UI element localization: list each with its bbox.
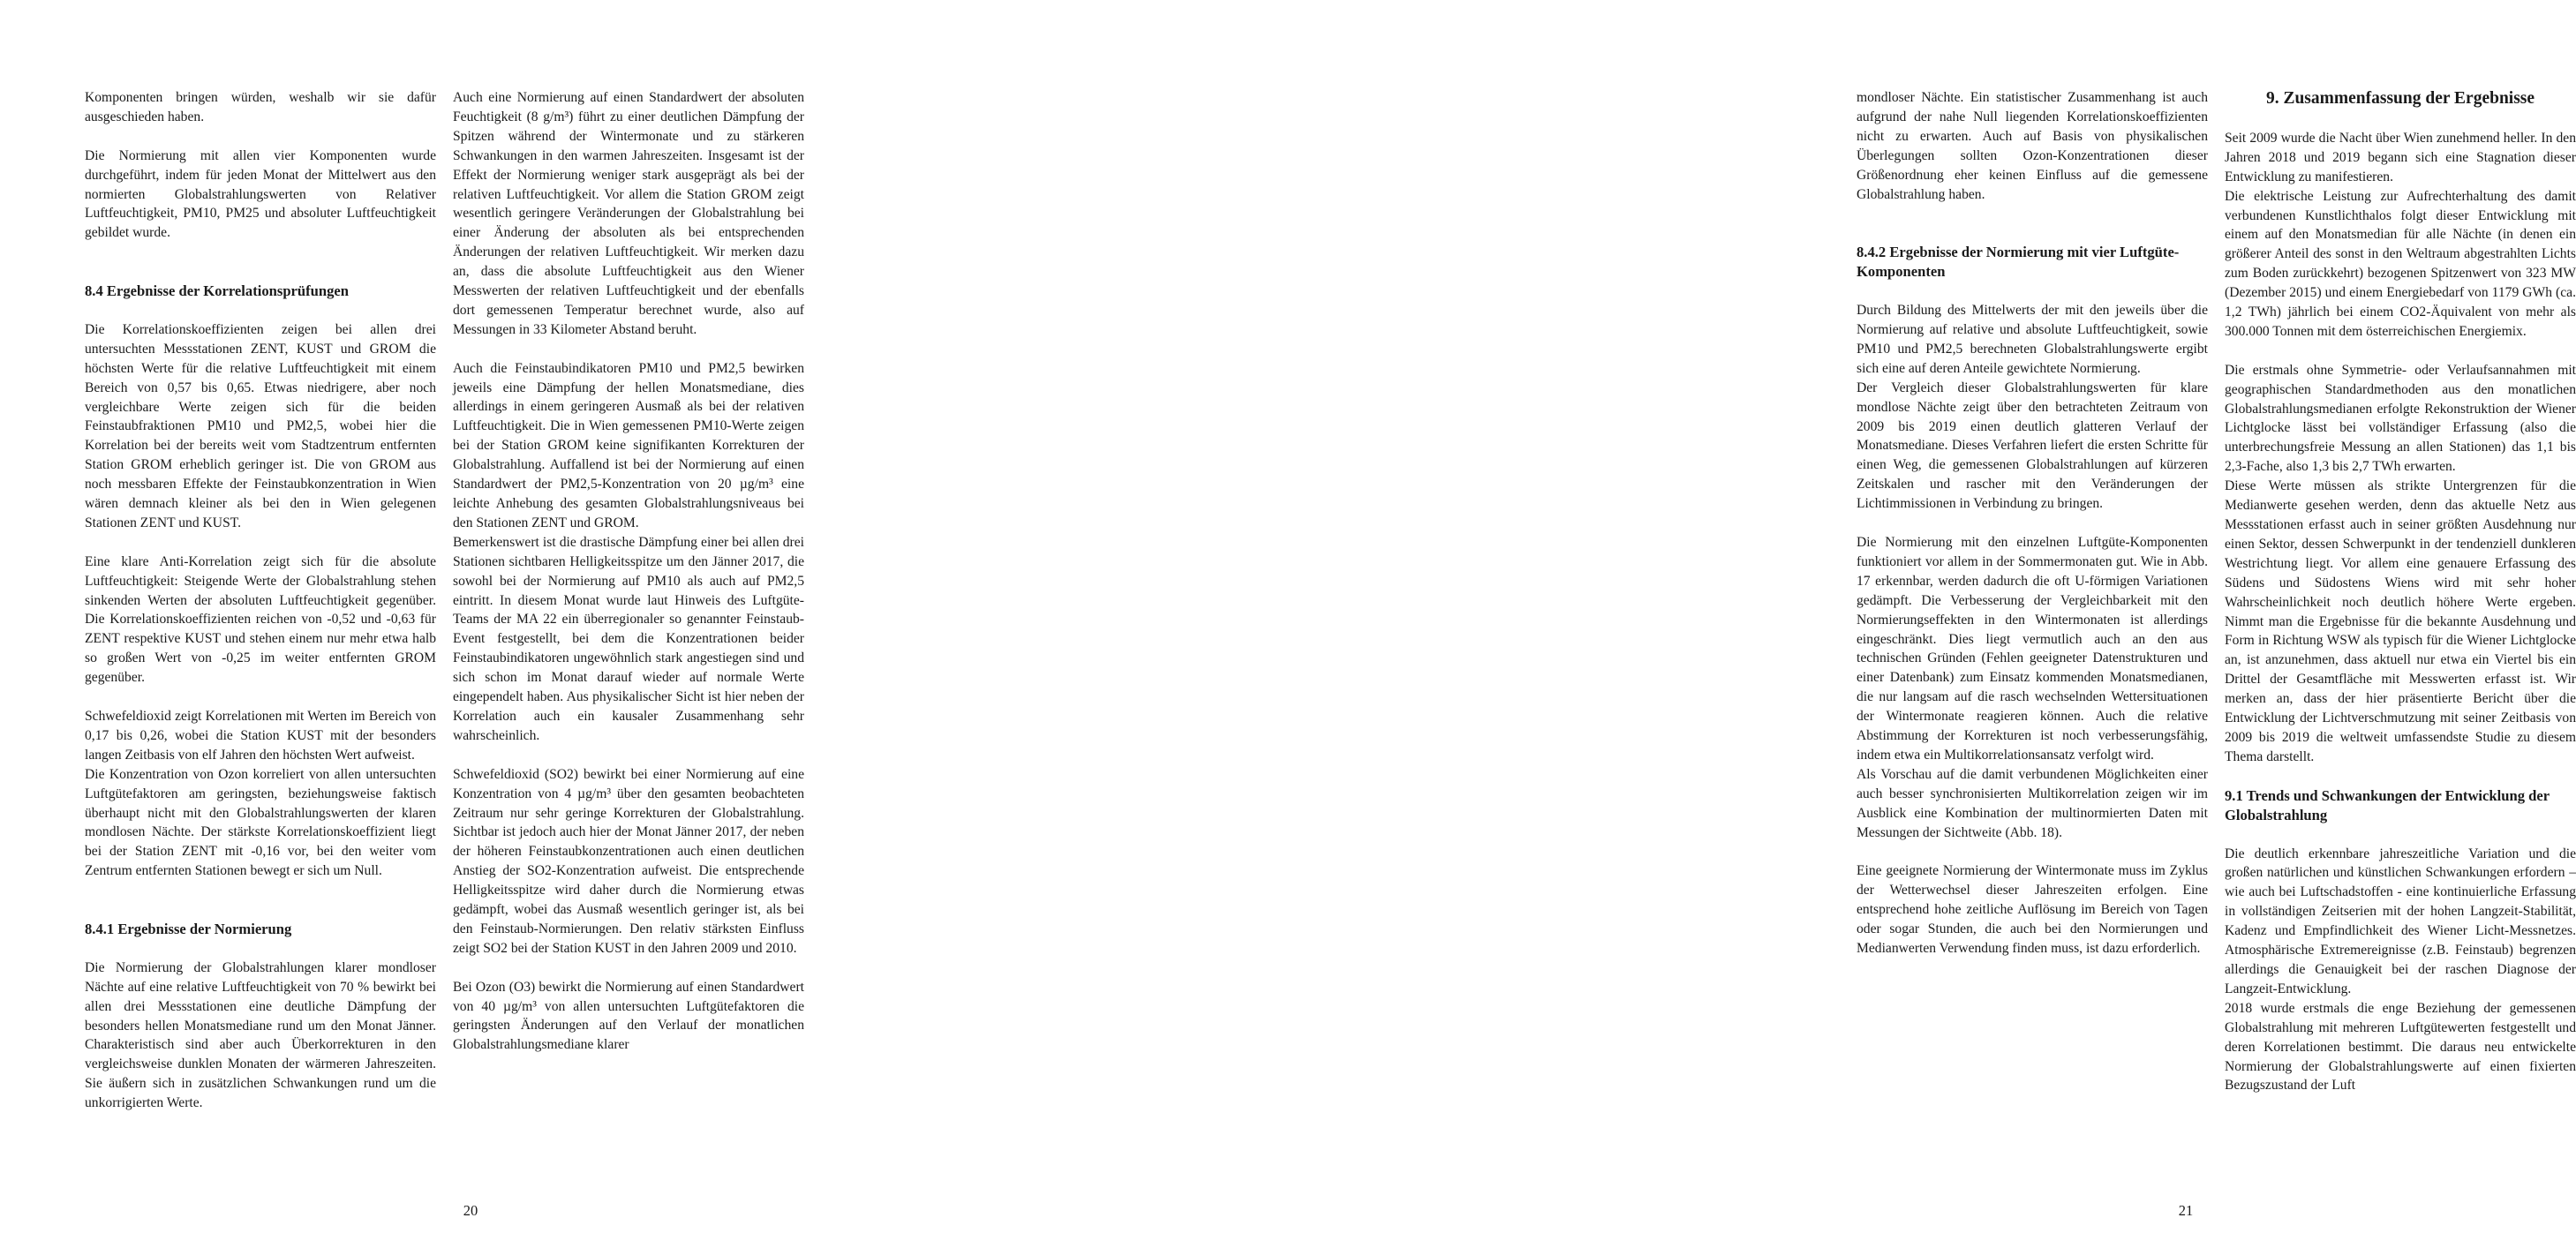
page-number: 20 <box>463 1202 478 1219</box>
paragraph: Die Normierung mit allen vier Komponenten wurde durchgeführt, indem für jeden Monat der Mittelwert aus den normierten Globalstrahlungswerten von Relativer Luftfeuchtigkeit, PM10, PM25 und absoluter Luftfeuchtigkeit gebildet wurde. <box>85 147 436 241</box>
paragraph: Eine geeignete Normierung der Wintermonate muss im Zyklus der Wetterwechsel dieser Jahreszeiten erfolgen. Eine entsprechend hohe zeitliche Auflösung im Bereich von Tagen oder sogar Stunden, die auch bei den Normierungen und Medianwerten Verwendung finden muss, ist dazu erforderlich. <box>1857 863 2208 956</box>
paragraph: Bemerkenswert ist die drastische Dämpfung einer bei allen drei Stationen sichtbaren Helligkeitsspitze um den Jänner 2017, die sowohl bei der Normierung auf PM10 als auch auf PM2,5 eintritt. In diesem Monat wurde laut Hinweis des Luftgüte-Teams der MA 22 ein überregionaler so genannter Feinstaub-Event festgestellt, bei dem die Konzentrationen beider Feinstaubindikatoren ungewöhnlich stark angestiegen sind und sich schon im Monat darauf wieder auf normale Werte eingependelt haben. Aus physikalischer Sicht ist hier neben der Korrelation auch ein kausaler Zusammenhang sehr wahrscheinlich. <box>453 534 804 743</box>
paragraph: Schwefeldioxid (SO2) bewirkt bei einer Normierung auf eine Konzentration von 4 µg/m³ über den gesamten beobachteten Zeitraum nur sehr geringe Korrekturen der Globalstrahlung. Sichtbar ist jedoch auch hier der Monat Jänner 2017, der neben der höheren Feinstaubkonzentrationen auch einen deutlichen Anstieg der SO2-Konzentration aufweist. Die entsprechende Helligkeitsspitze wird daher durch die Normierung etwas gedämpft, wobei das Ausmaß wesentlich geringer ist, als bei den Feinstaub-Normierungen. Den relativ stärksten Einfluss zeigt SO2 bei der Station KUST in den Jahren 2009 und 2010. <box>453 766 804 956</box>
paragraph: Die Korrelationskoeffizienten zeigen bei allen drei untersuchten Messstationen ZENT, KUST und GROM die höchsten Werte für die relative Luftfeuchtigkeit mit einem Bereich von 0,57 bis 0,65. Etwas niedrigere, aber noch vergleichbare Werte zeigen sich für die beiden Feinstaubfraktionen PM10 und PM2,5, wobei hier die Korrelation bei der bereits weit vom Stadtzentrum entfernten Station GROM erheblich geringer ist. Die von GROM aus noch messbaren Effekte der Feinstaubkonzentration in Wien wären demnach kleiner als bei den in Wien gelegenen Stationen ZENT und KUST. <box>85 321 436 530</box>
paragraph: Komponenten bringen würden, weshalb wir sie dafür ausgeschieden haben. <box>85 90 436 124</box>
chapter-heading-9: 9. Zusammenfassung der Ergebnisse <box>2265 89 2535 108</box>
paragraph: Der Vergleich dieser Globalstrahlungswerten für klare mondlose Nächte zeigt über den betrachteten Zeitraum von 2009 bis 2019 einen deutlich glatteren Verlauf der Monatsmediane. Dieses Verfahren liefert die ersten Schritte für einen Weg, die gemessenen Globalstrahlungen auf kürzeren Zeitskalen und rascher mit den Veränderungen der Lichtimmissionen in Verbindung zu bringen. <box>1857 380 2208 512</box>
paragraph: mondloser Nächte. Ein statistischer Zusammenhang ist auch aufgrund der nahe Null liegenden Korrelationskoeffizienten nicht zu erwarten. Auch auf Basis von physikalischen Überlegungen sollten Ozon-Konzentrationen dieser Größenordnung eher keinen Einfluss auf die gemessene Globalstrahlung haben. <box>1857 90 2208 202</box>
paragraph: Die erstmals ohne Symmetrie- oder Verlaufsannahmen mit geographischen Standardmethoden aus den monatlichen Globalstrahlungsmedianen erfolgte Rekonstruktion der Wiener Lichtglocke lässt bei vollständiger Erfassung (also die unterbrechungsfreie Messung an allen Stationen) das 1,1 bis 2,3-Fache, also 1,3 bis 2,7 TWh erwarten. <box>2225 362 2576 475</box>
paragraph: Die Normierung mit den einzelnen Luftgüte-Komponenten funktioniert vor allem in der Sommermonaten gut. Wie in Abb. 17 erkennbar, werden dadurch die oft U-förmigen Variationen gedämpft. Die Verbesserung der Vergleichbarkeit mit den Normierungseffekten in den Wintermonaten ist allerdings eingeschränkt. Dies liegt vermutlich auch an den aus technischen Gründen (Fehlen geeigneter Datenstrukturen und einer Datenbank) zum Einsatz kommenden Monatsmedianen, die nur langsam auf die rasch wechselnden Wettersituationen der Wintermonate reagieren können. Auch die relative Abstimmung der Korrekturen ist noch verbesserungsfähig, indem etwa ein Multikorrelationsansatz verfolgt wird. <box>1857 534 2208 763</box>
paragraph: Schwefeldioxid zeigt Korrelationen mit Werten im Bereich von 0,17 bis 0,26, wobei die Station KUST mit der besonders langen Zeitbasis von elf Jahren den höchsten Wert aufweist. <box>85 709 436 763</box>
paragraph: 2018 wurde erstmals die enge Beziehung der gemessenen Globalstrahlung mit mehreren Luftgütewerten festgestellt und deren Korrelationen bestimmt. Die daraus neu entwickelte Normierung der Globalstrahlungswerte auf einen fixierten Bezugszustand der Luft <box>2225 1000 2576 1094</box>
paragraph: Die deutlich erkennbare jahreszeitliche Variation und die großen natürlichen und künstlichen Schwankungen erfordern – wie auch bei Luftschadstoffen - eine kontinuierliche Erfassung in vollständigen Zeitserien mit der hohen Langzeit-Stabilität, Kadenz und Empfindlichkeit des Wiener Licht-Messnetzes. Atmosphärische Extremereignisse (z.B. Feinstaub) begrenzen allerdings die Genauigkeit bei der raschen Diagnose der Langzeit-Entwicklung. <box>2225 846 2576 996</box>
left-column-2 <box>453 88 804 1055</box>
section-heading-8-4-2: 8.4.2 Ergebnisse der Normierung mit vier Luftgüte-Komponenten <box>1857 244 2180 281</box>
left-page <box>0 0 883 1248</box>
section-heading-8-4-1: 8.4.1 Ergebnisse der Normierung <box>85 920 292 937</box>
paragraph: Diese Werte müssen als strikte Untergrenzen für die Medianwerte gesehen werden, denn das aktuelle Netz aus Messstationen erfasst auch in seiner größten Ausdehnung nur einen Sektor, dessen Schwerpunkt in der tendenziell dunkleren Westrichtung liegt. Vor allem eine genauere Erfassung des Südens und Südostens Wiens wird mit sehr hoher Wahrscheinlichkeit noch deutlich höhere Werte ergeben. Nimmt man die Ergebnisse für die bekannte Ausdehnung und Form in Richtung WSW als typisch für die Wiener Lichtglocke an, ist anzunehmen, dass aktuell nur etwa ein Viertel bis ein Drittel der Gesamtfläche mit Messwerten erfasst ist. Wir merken an, dass der hier präsentierte Bericht über die Entwicklung der Lichtverschmutzung mit seiner Zeitbasis von 2009 bis 2019 die weltweit umfassendste Studie zu diesem Thema darstellt. <box>2225 478 2576 764</box>
right-column-1 <box>1857 88 2208 959</box>
paragraph: Als Vorschau auf die damit verbundenen Möglichkeiten einer auch besser synchronisierten Multikorrelation zeigen wir im Ausblick eine Kombination der multinormierten Daten mit Messungen der Sichtweite (Abb. 18). <box>1857 766 2208 840</box>
right-page <box>883 0 2576 1248</box>
section-heading-9-1: 9.1 Trends und Schwankungen der Entwicklung der Globalstrahlung <box>2225 786 2550 823</box>
right-column-2 <box>2225 88 2576 1095</box>
paragraph: Die Konzentration von Ozon korreliert von allen untersuchten Luftgütefaktoren am geringsten, beziehungsweise faktisch überhaupt nicht mit den Globalstrahlungswerten der klaren mondlosen Nächte. Der stärkste Korrelationskoeffizient liegt bei der Station ZENT mit -0,16 vor, bei den weiter vom Zentrum entfernten Stationen bewegt er sich um Null. <box>85 766 436 879</box>
paragraph: Auch die Feinstaubindikatoren PM10 und PM2,5 bewirken jeweils eine Dämpfung der hellen Monatsmediane, dies allerdings in einem geringeren Ausmaß als bei der relativen Luftfeuchtigkeit. Die in Wien gemessenen PM10-Werte zeigen bei der Station GROM keine signifikanten Korrekturen der Globalstrahlung. Auffallend ist bei der Normierung auf einen Standardwert der PM2,5-Konzentration von 20 µg/m³ eine leichte Anhebung des gesamten Globalstrahlungsniveaus bei den Stationen ZENT und GROM. <box>453 360 804 530</box>
paragraph: Eine klare Anti-Korrelation zeigt sich für die absolute Luftfeuchtigkeit: Steigende Werte der Globalstrahlung stehen sinkenden Werten der absoluten Luftfeuchtigkeit gegenüber. Die Korrelationskoeffizienten reichen von -0,52 und -0,63 für ZENT respektive KUST und stehen einem nur mehr etwa halb so großen Wert von -0,25 im weiter entfernten GROM gegenüber. <box>85 553 436 686</box>
left-column-1 <box>85 88 436 1113</box>
paragraph: Die elektrische Leistung zur Aufrechterhaltung des damit verbundenen Kunstlichthalos folgt dieser Entwicklung mit einem auf den Monatsmedian für alle Nächte (in denen ein größerer Anteil des sonst in den Weltraum abgestrahlten Lichts zum Boden zurückkehrt) bezogenen Spitzenwert von 323 MW (Dezember 2015) und einem Energiebedarf von 1179 GWh (ca. 1,2 TWh) jährlich bei einem CO2-Äquivalent von mehr als 300.000 Tonnen mit dem österreichischen Energiemix. <box>2225 188 2576 339</box>
paragraph: Durch Bildung des Mittelwerts der mit den jeweils über die Normierung auf relative und absolute Luftfeuchtigkeit, sowie PM10 und PM2,5 berechneten Globalstrahlungswerte ergibt sich eine auf deren Anteile gewichtete Normierung. <box>1857 303 2208 376</box>
paragraph: Auch eine Normierung auf einen Standardwert der absoluten Feuchtigkeit (8 g/m³) führt zu einer deutlichen Dämpfung der Spitzen während der Wintermonate und zu stärkeren Schwankungen in den warmen Jahreszeiten. Insgesamt ist der Effekt der Normierung weniger stark ausgeprägt als bei der relativen Luftfeuchtigkeit. Vor allem die Station GROM zeigt wesentlich geringere Veränderungen der Globalstrahlung bei einer Änderung der absoluten als bei entsprechenden Änderungen der relativen Luftfeuchtigkeit. Wir merken dazu an, dass die absolute Luftfeuchtigkeit aus den Wiener Messwerten der relativen Luftfeuchtigkeit und der ebenfalls dort gemessenen Temperatur berechnet wurde, also auf Messungen in 33 Kilometer Abstand beruht. <box>453 90 804 337</box>
paragraph: Die Normierung der Globalstrahlungen klarer mondloser Nächte auf eine relative Luftfeuchtigkeit von 70 % bewirkt bei allen drei Messstationen eine deutliche Dämpfung der besonders hellen Monatsmediane rund um den Monat Jänner. Charakteristisch sind aber auch Überkorrekturen in den vergleichsweise dunklen Monaten der wärmeren Jahreszeiten. Sie äußern sich in zusätzlichen Schwankungen rund um die unkorrigierten Werte. <box>85 959 436 1111</box>
section-heading-8-4: 8.4 Ergebnisse der Korrelationsprüfungen <box>85 282 350 300</box>
page-number: 21 <box>2178 1202 2194 1219</box>
paragraph: Seit 2009 wurde die Nacht über Wien zunehmend heller. In den Jahren 2018 und 2019 begann sich eine Stagnation dieser Entwicklung zu manifestieren. <box>2225 130 2576 184</box>
paragraph: Bei Ozon (O3) bewirkt die Normierung auf einen Standardwert von 40 µg/m³ von allen untersuchten Luftgütefaktoren die geringsten Änderungen auf den Verlauf der monatlichen Globalstrahlungsmediane klarer <box>453 979 804 1053</box>
